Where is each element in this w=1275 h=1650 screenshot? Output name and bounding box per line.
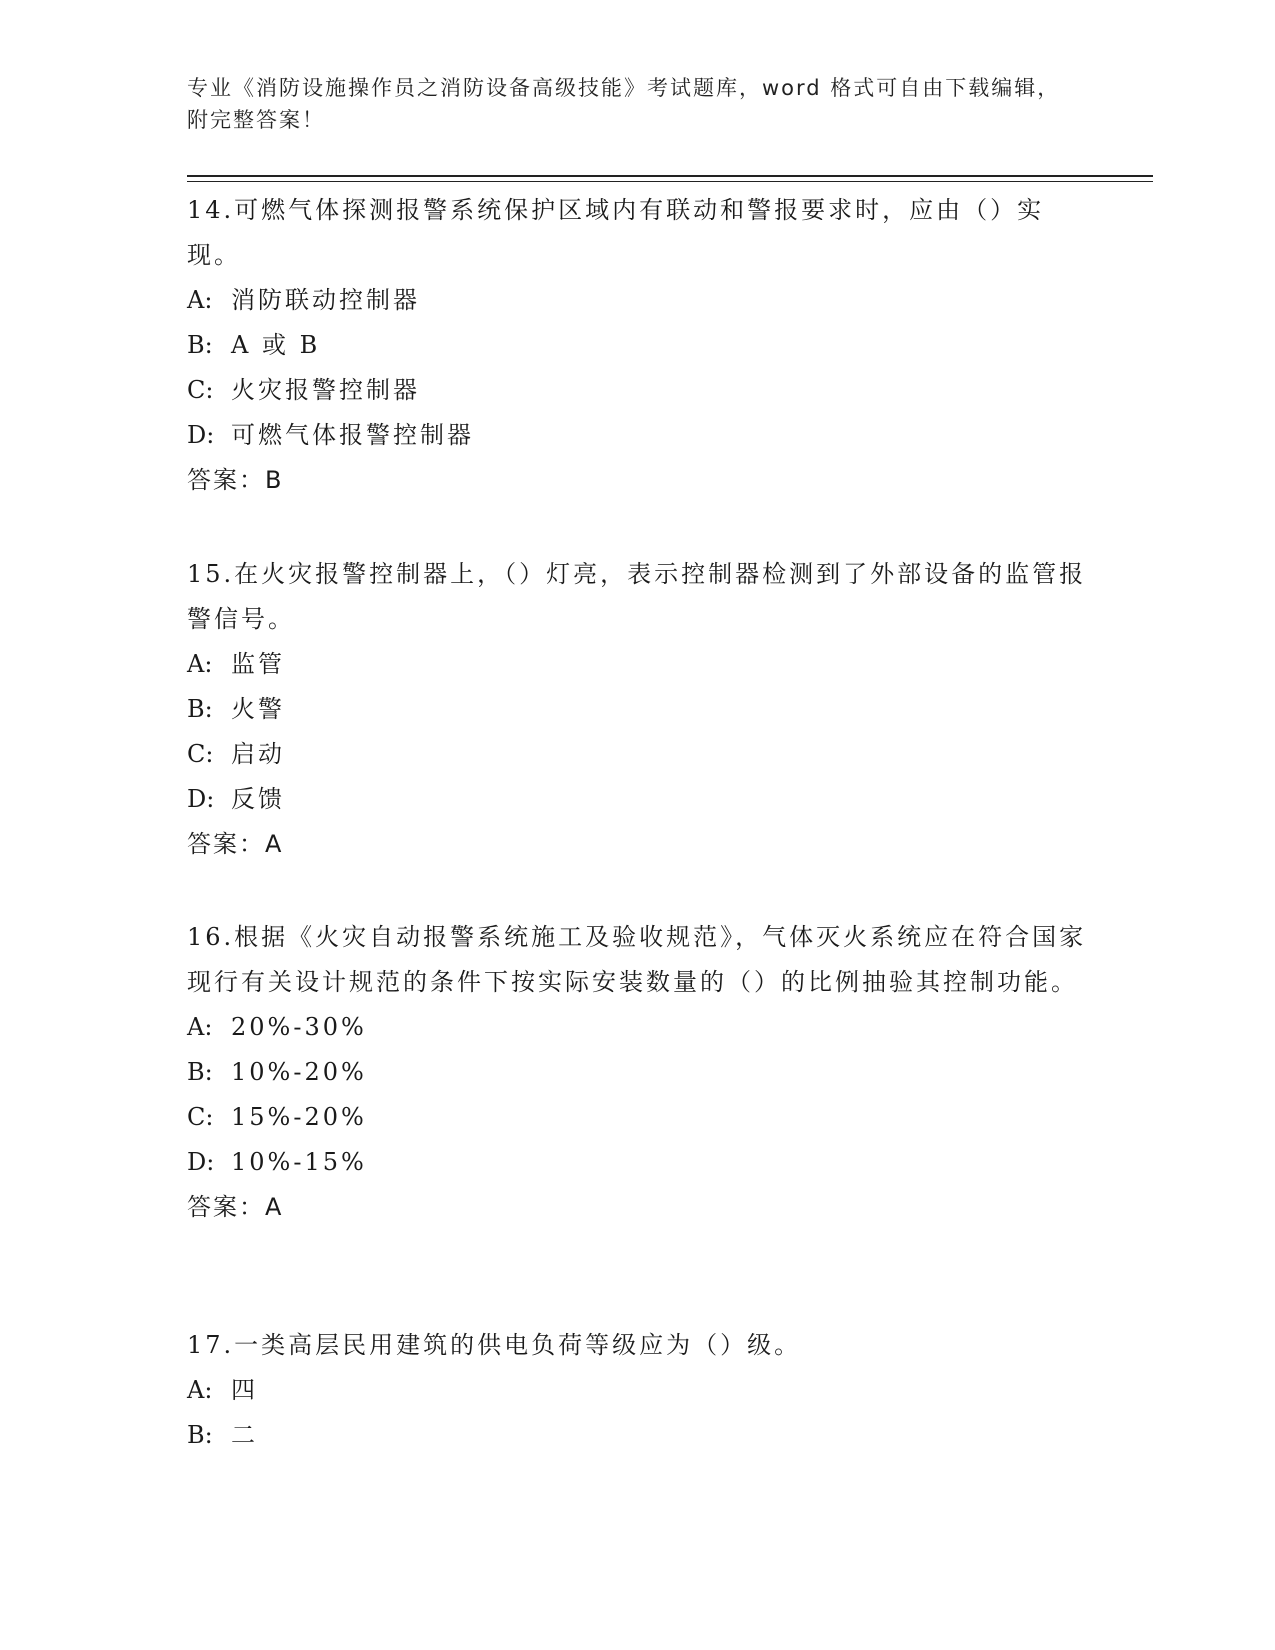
question-15 [187,552,1087,867]
question-stem: 14.可燃气体探测报警系统保护区域内有联动和警报要求时，应由（）实现。 [187,196,1045,269]
option-b: B: 火警 [187,695,285,723]
question-16 [187,915,1087,1230]
document-header: 专业《消防设施操作员之消防设备高级技能》考试题库，word 格式可自由下载编辑，附完整答案！ [187,76,1061,132]
header-divider [187,175,1153,177]
option-a: A: 20%-30% [187,1013,367,1041]
option-b: B: A 或 B [187,331,321,359]
option-a: A: 消防联动控制器 [187,286,420,314]
answer: 答案：A [187,830,284,858]
question-stem: 17.一类高层民用建筑的供电负荷等级应为（）级。 [187,1331,802,1359]
option-d: D: 反馈 [187,785,285,813]
option-c: C: 15%-20% [187,1103,367,1131]
option-d: D: 可燃气体报警控制器 [187,421,474,449]
answer: 答案：B [187,466,284,494]
option-d: D: 10%-15% [187,1148,367,1176]
question-14 [187,188,1087,503]
option-a: A: 监管 [187,650,285,678]
answer: 答案：A [187,1193,284,1221]
option-a: A: 四 [187,1376,258,1404]
question-stem: 15.在火灾报警控制器上，（）灯亮，表示控制器检测到了外部设备的监管报警信号。 [187,560,1087,633]
option-c: C: 启动 [187,740,285,768]
option-b: B: 二 [187,1421,258,1449]
header-divider-thin [187,181,1153,182]
option-c: C: 火灾报警控制器 [187,376,420,404]
option-b: B: 10%-20% [187,1058,367,1086]
question-17 [187,1323,1087,1458]
question-stem: 16.根据《火灾自动报警系统施工及验收规范》，气体灭火系统应在符合国家现行有关设计规范的条件下按实际安装数量的（）的比例抽验其控制功能。 [187,923,1087,996]
